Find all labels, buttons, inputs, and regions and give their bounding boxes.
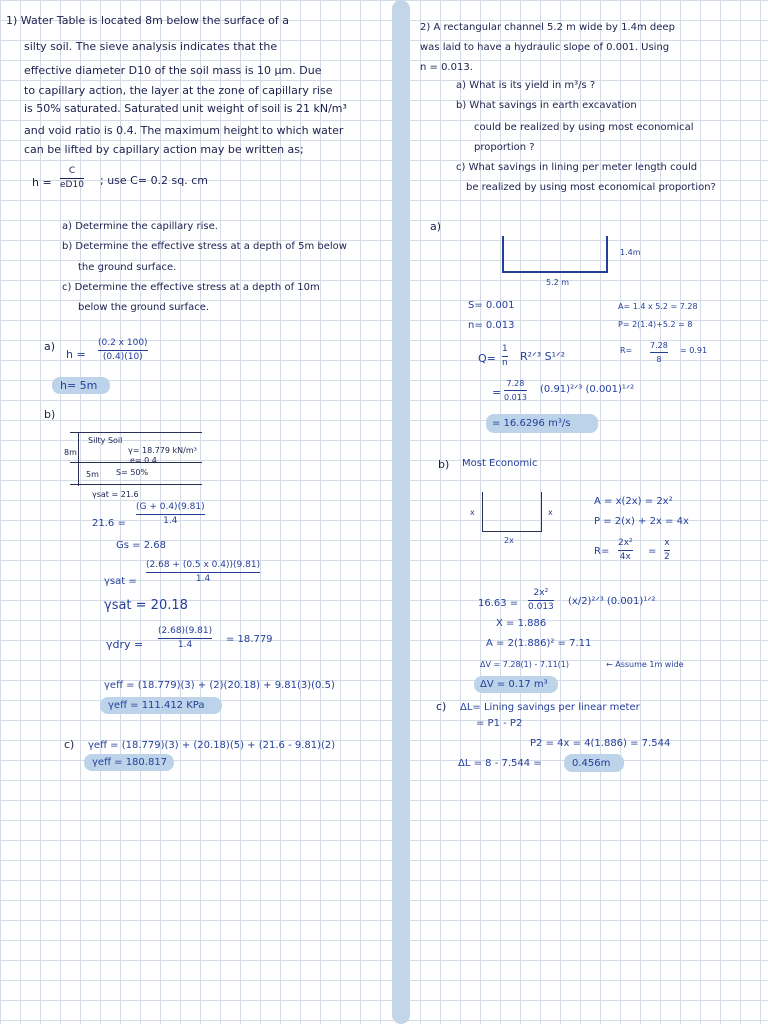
q2-fraction: 7.28 0.013 [504,379,527,402]
channel-right-wall [606,236,608,273]
effective-stress-equation: γeff = (18.779)(3) + (20.18)(5) + (21.6 - 9.81)(2) [88,740,336,751]
specific-gravity: Gs = 2.68 [116,540,166,551]
q-lhs: Q= [478,352,496,365]
effective-stress-equation: γeff = (18.779)(3) + (2)(20.18) + 9.81(3)(0.5) [104,680,335,691]
unit-weight-label: γ= 18.779 kN/m³ [128,446,197,455]
equation-lhs: γsat = [104,576,137,587]
solution-lhs: h = [66,348,86,361]
solution-fraction: (0.2 x 100) (0.4)(10) [98,338,148,362]
problem-text-line: is 50% saturated. Saturated unit weight of soil is 21 kN/m³ [24,102,347,115]
formula-note: ; use C= 0.2 sq. cm [100,174,209,187]
volume-diff: ΔV = 7.28(1) - 7.11(1) [480,660,569,669]
r-result: = 0.91 [680,346,708,355]
depth-dimension-line [78,432,79,486]
question-b: b) What savings in earth excavation [456,100,637,111]
q2-lhs: = [492,386,502,399]
problem-text-line: 2) A rectangular channel 5.2 m wide by 1.4m deep [420,22,675,33]
depth-label: 8m [64,448,77,457]
question-c-cont: be realized by using most economical proportion? [466,182,716,193]
answer-2b: ΔV = 0.17 m³ [480,679,548,690]
problem-text-line: and void ratio is 0.4. The maximum height to which water [24,124,344,137]
r-fraction: 7.28 8 [650,341,668,364]
problem-text-line: to capillary action, the layer at the zone of capillary rise [24,84,333,97]
question-b-cont: the ground surface. [78,262,177,273]
r-fraction-simplified: x 2 [664,538,670,562]
saturated-weight-label: γsat = 21.6 [92,490,139,499]
assumption-note: ← Assume 1m wide [606,660,684,669]
question-c: c) Determine the effective stress at a depth of 10m [62,282,320,293]
equation-fraction: (2.68)(9.81) 1.4 [158,626,213,650]
capillary-zone-label: 5m [86,470,99,479]
answer-1a: h= 5m [60,379,98,392]
question-c-cont: below the ground surface. [78,302,210,313]
ground-surface-line [70,432,202,433]
lining-line: ΔL = 8 - 7.544 = [458,758,542,769]
q-lhs: 16.63 = [478,598,519,609]
problem-text-line: can be lifted by capillary action may be written as; [24,143,304,156]
slope-value: S= 0.001 [468,300,515,311]
soil-layer-label: Silty Soil [88,436,123,445]
channel-depth-label: x [470,508,475,517]
problem-text-line: effective diameter D10 of the soil mass is 10 µm. Due [24,64,322,77]
equation-fraction: (G + 0.4)(9.81) 1.4 [136,502,205,526]
channel-left-wall [482,492,483,532]
channel-width-label: 5.2 m [546,278,570,287]
channel-depth-label: 1.4m [620,248,641,257]
area-value: A = 2(1.886)² = 7.11 [486,638,592,649]
water-table-line [70,484,202,485]
answer-1b: γeff = 111.412 KPa [108,700,205,711]
q-rest: (x/2)²ᐟ³ (0.001)¹ᐟ² [568,596,656,607]
q-fraction: 2x² 0.013 [528,588,554,612]
lining-line: P2 = 4x = 4(1.886) = 7.544 [530,738,671,749]
roughness-value: n= 0.013 [468,320,515,331]
saturated-unit-weight: γsat = 20.18 [104,598,188,613]
perimeter-calc: P= 2(1.4)+5.2 = 8 [618,320,693,329]
solution-label: c) [436,700,447,713]
solution-label: a) [430,220,442,233]
problem-text-line: 1) Water Table is located 8m below the surface of a [6,14,289,27]
solution-label: b) [438,458,450,471]
question-c: c) What savings in lining per meter length could [456,162,698,173]
void-ratio-label: e= 0.4 [130,456,157,465]
r-equals: = [648,546,657,557]
channel-bottom [482,531,542,532]
solution-title: Most Economic [462,458,538,469]
r-lhs: R= [594,546,610,557]
formula-lhs: h = [32,176,52,189]
solution-title: ΔL= Lining savings per linear meter [460,702,640,713]
question-b-cont: proportion ? [474,142,535,153]
r-fraction: 2x² 4x [618,538,633,562]
solution-label: a) [44,340,56,353]
solution-label: c) [64,738,75,751]
equation-fraction: (2.68 + (0.5 x 0.4))(9.81) 1.4 [146,560,261,584]
question-a: a) What is its yield in m³/s ? [456,80,596,91]
question-b-cont: could be realized by using most economical [474,122,694,133]
q-rest: R²ᐟ³ S¹ᐟ² [520,350,566,363]
q-fraction: 1 n [502,344,508,368]
problem-text-line: was laid to have a hydraulic slope of 0.001. Using [420,42,670,53]
saturation-label: S= 50% [116,468,149,477]
page-divider [392,0,410,1024]
answer-2c: 0.456m [572,758,611,769]
r-lhs: R= [620,346,633,355]
question-a: a) Determine the capillary rise. [62,221,218,232]
answer-1c: γeff = 180.817 [92,757,168,768]
equation-lhs: γdry = [106,638,144,651]
formula-fraction: C eD10 [60,166,84,190]
perimeter-calc: P = 2(x) + 2x = 4x [594,516,689,527]
lining-line: = P1 - P2 [476,718,523,729]
channel-left-wall [502,236,504,272]
x-value: X = 1.886 [496,618,547,629]
channel-width-label: 2x [504,536,514,545]
problem-text-line: silty soil. The sieve analysis indicates that the [24,40,278,53]
solution-label: b) [44,408,56,421]
channel-right-wall [541,492,542,532]
question-b: b) Determine the effective stress at a depth of 5m below [62,241,347,252]
equation-result: = 18.779 [226,634,273,645]
channel-depth-label: x [548,508,553,517]
channel-bottom [502,271,608,273]
area-calc: A= 1.4 x 5.2 = 7.28 [618,302,698,311]
problem-text-line: n = 0.013. [420,62,473,73]
answer-2a: = 16.6296 m³/s [492,418,571,429]
equation-lhs: 21.6 = [92,518,126,529]
area-calc: A = x(2x) = 2x² [594,496,673,507]
q2-rest: (0.91)²ᐟ³ (0.001)¹ᐟ² [540,384,635,395]
